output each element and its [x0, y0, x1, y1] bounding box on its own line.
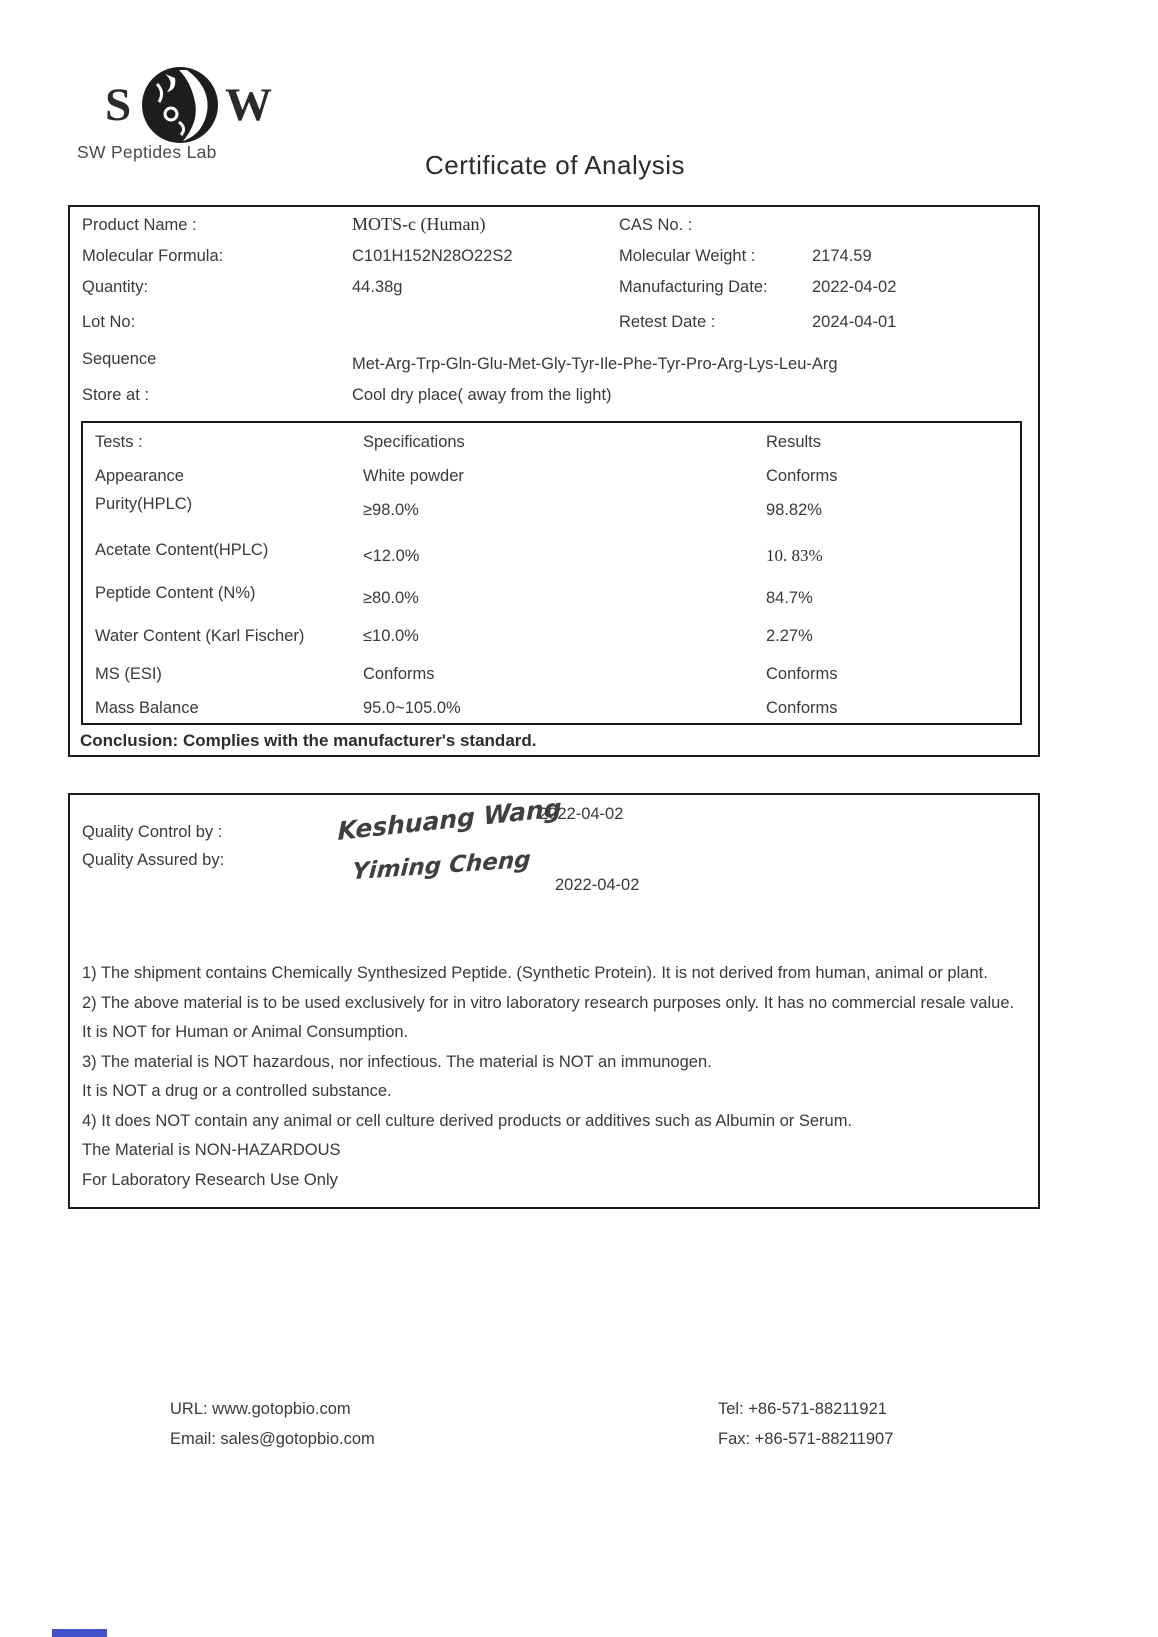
test-result: 2.27% — [766, 627, 813, 645]
test-spec: Conforms — [363, 665, 435, 683]
test-name: Mass Balance — [95, 699, 199, 717]
product-name-label: Product Name : — [82, 216, 197, 234]
note-line: 4) It does NOT contain any animal or cell culture derived products or additives such as Albumin or Serum. — [82, 1111, 853, 1130]
test-result: 10. 83% — [766, 546, 823, 565]
test-name: Peptide Content (N%) — [95, 584, 256, 602]
specifications-header: Specifications — [363, 433, 465, 451]
test-name: Appearance — [95, 467, 184, 485]
quantity-label: Quantity: — [82, 278, 149, 296]
footer-tel: Tel: +86-571-88211921 — [718, 1400, 887, 1418]
test-name: Purity(HPLC) — [95, 495, 193, 513]
lot-no-label: Lot No: — [82, 313, 136, 331]
retest-date-label: Retest Date : — [619, 313, 716, 331]
retest-date-value: 2024-04-01 — [812, 313, 897, 331]
signature-notes-box — [68, 793, 1040, 1209]
test-spec: ≥80.0% — [363, 589, 419, 607]
logo-letter-w: W — [225, 79, 272, 131]
sw-logo-icon — [135, 62, 225, 148]
test-name: Acetate Content(HPLC) — [95, 541, 269, 559]
qc-date: 2022-04-02 — [539, 805, 624, 823]
test-result: 84.7% — [766, 589, 813, 607]
note-line: 2) The above material is to be used exclusively for in vitro laboratory research purposes only. It has no commercial resale value. It is NOT for Human or Animal Consumption. — [82, 993, 1015, 1041]
product-name-value: MOTS-c (Human) — [352, 214, 486, 234]
quantity-value: 44.38g — [352, 278, 403, 296]
test-spec: ≤10.0% — [363, 627, 419, 645]
test-result: Conforms — [766, 699, 838, 717]
note-line: For Laboratory Research Use Only — [82, 1170, 338, 1189]
test-spec: 95.0~105.0% — [363, 699, 461, 717]
sequence-label: Sequence — [82, 350, 157, 368]
test-result: 98.82% — [766, 501, 822, 519]
note-line: 3) The material is NOT hazardous, nor infectious. The material is NOT an immunogen. — [82, 1052, 712, 1071]
test-spec: <12.0% — [363, 547, 420, 565]
logo-letter-s: S — [105, 79, 132, 131]
test-result: Conforms — [766, 665, 838, 683]
lab-name: SW Peptides Lab — [77, 142, 217, 162]
logo-block — [75, 50, 315, 165]
store-at-label: Store at : — [82, 386, 149, 404]
molecular-formula-value: C101H152N28O22S2 — [352, 247, 513, 265]
test-spec: White powder — [363, 467, 464, 485]
tests-header: Tests : — [95, 433, 143, 451]
page-title: Certificate of Analysis — [424, 150, 686, 180]
tests-table — [81, 421, 1022, 725]
qa-date: 2022-04-02 — [555, 876, 640, 894]
store-at-value: Cool dry place( away from the light) — [352, 386, 612, 404]
quality-assured-label: Quality Assured by: — [82, 851, 225, 869]
qc-signature: Keshuang Wang — [337, 793, 562, 846]
manufacturing-date-value: 2022-04-02 — [812, 278, 897, 296]
footer-fax: Fax: +86-571-88211907 — [718, 1430, 894, 1448]
molecular-weight-value: 2174.59 — [812, 247, 872, 265]
note-line: The Material is NON-HAZARDOUS — [82, 1141, 341, 1159]
test-result: Conforms — [766, 467, 838, 485]
sequence-value: Met-Arg-Trp-Gln-Glu-Met-Gly-Tyr-Ile-Phe-Tyr-Pro-Arg-Lys-Leu-Arg — [352, 355, 838, 373]
note-line: 1) The shipment contains Chemically Synthesized Peptide. (Synthetic Protein). It is not derived from human, animal or plant. — [82, 964, 988, 982]
test-name: MS (ESI) — [95, 665, 162, 683]
notes-block — [82, 959, 1026, 1195]
footer-url: URL: www.gotopbio.com — [170, 1400, 351, 1418]
test-name: Water Content (Karl Fischer) — [95, 627, 305, 645]
cas-no-label: CAS No. : — [619, 216, 693, 234]
footer-email: Email: sales@gotopbio.com — [170, 1430, 375, 1448]
quality-control-label: Quality Control by : — [82, 823, 223, 841]
qa-signature: Yiming Cheng — [351, 846, 532, 886]
conclusion-text: Conclusion: Complies with the manufacturer's standard. — [80, 731, 537, 750]
molecular-weight-label: Molecular Weight : — [619, 247, 756, 265]
molecular-formula-label: Molecular Formula: — [82, 247, 224, 265]
scan-artifact — [52, 1629, 107, 1637]
product-info-box — [68, 205, 1040, 757]
results-header: Results — [766, 433, 822, 451]
manufacturing-date-label: Manufacturing Date: — [619, 278, 768, 296]
test-spec: ≥98.0% — [363, 501, 419, 519]
note-line: It is NOT a drug or a controlled substance. — [82, 1082, 392, 1100]
